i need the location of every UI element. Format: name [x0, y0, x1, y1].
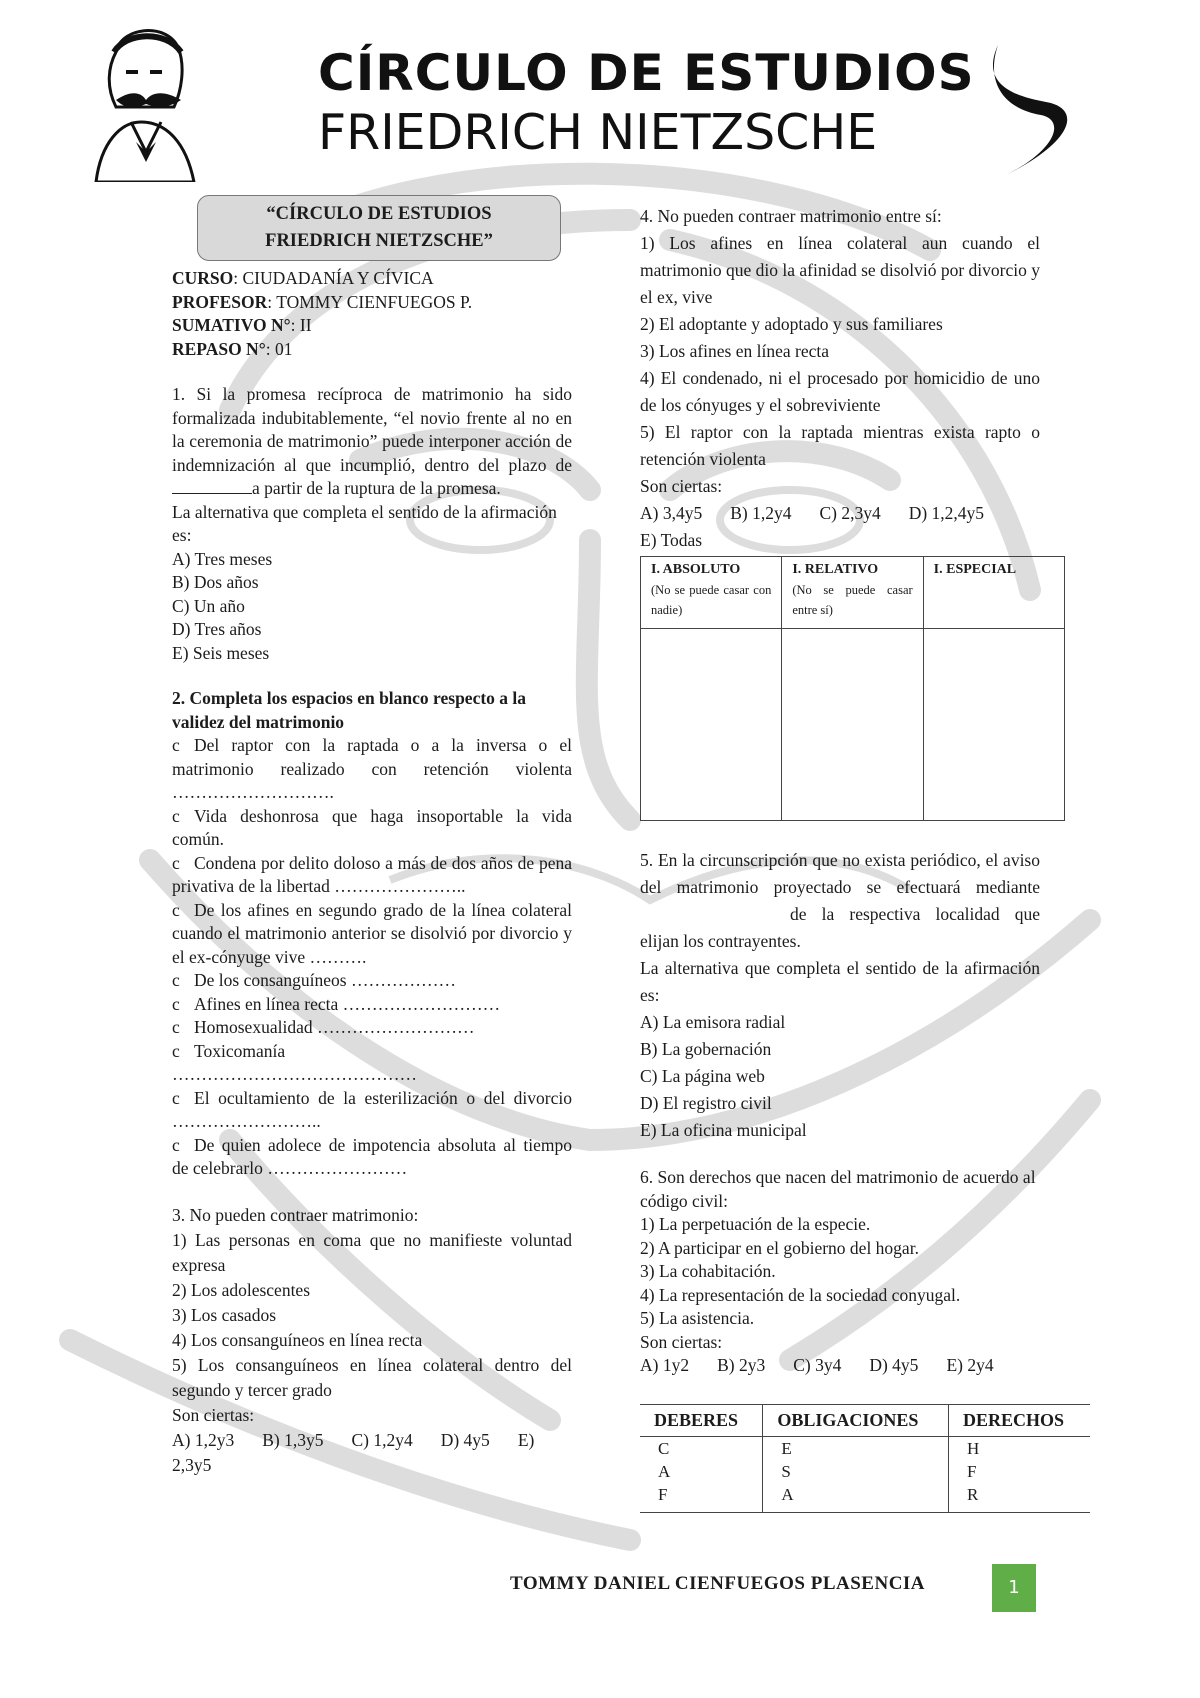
impediment-relative-header: I. RELATIVO (No se puede casar entre sí) [782, 557, 923, 629]
right-column [640, 203, 1065, 1513]
q6-item: 3) La cohabitación. [640, 1261, 776, 1281]
q1-option: C) Un año [172, 595, 245, 616]
q4-item: 4) El condenado, ni el procesado por homicidio de uno de los cónyuges y el sobreviviente [640, 368, 1040, 415]
q1-option: A) Tres meses [172, 548, 273, 569]
q3-options: A) 1,2y3 B) 1,3y5 C) 1,2y4 D) 4y5 E) 2,3y5 [172, 1429, 535, 1475]
q1-option: B) Dos años [172, 572, 259, 592]
brand-title-line2: FRIEDRICH NIETZSCHE [318, 104, 878, 161]
q2-item: c De los afines en segundo grado de la línea colateral cuando el matrimonio anterior se disolvió por divorcio y el ex-cónyuge vive ………. [172, 899, 572, 967]
q3-item: 2) Los adolescentes [172, 1279, 311, 1300]
q2-item: c Condena por delito doloso a más de dos años de pena privativa de la libertad ………………….. [172, 852, 572, 896]
q3-item: 1) Las personas en coma que no manifieste voluntad expresa [172, 1229, 572, 1275]
q4-option-e: E) Todas [640, 530, 703, 550]
q4-item: 2) El adoptante y adoptado y sus familiares [640, 314, 943, 334]
page-number: 1 [992, 1564, 1036, 1612]
q4-prompt: Son ciertas: [640, 476, 723, 496]
q3-title: 3. No pueden contraer matrimonio: [172, 1204, 419, 1225]
q5-prompt: La alternativa que completa el sentido de la afirmación es: [640, 958, 1040, 1005]
q2-item: c Toxicomanía [172, 1040, 286, 1061]
q2-item: c De quien adolece de impotencia absoluta al tiempo de celebrarlo …………………… [172, 1134, 572, 1178]
duties-table [640, 1404, 1090, 1513]
brand-swoosh-icon [986, 40, 1086, 180]
question-5: 5. En la circunscripción que no exista periódico, el aviso del matrimonio proyectado se efectuará mediantede la respectiva localidad que elijan los contrayentes. La alternativa que completa el sentido de la afirmación es: A) La emisora radial B) La gobernación C) La página web D) El registro civil E) La oficina municipal [640, 847, 1040, 1144]
q6-item: 5) La asistencia. [640, 1308, 755, 1328]
q3-prompt: Son ciertas: [172, 1404, 255, 1425]
q6-item: 4) La representación de la sociedad conyugal. [640, 1284, 961, 1305]
answer-blank [172, 479, 252, 494]
q2-item: c Afines en línea recta ……………………… [172, 993, 501, 1014]
q6-title: 6. Son derechos que nacen del matrimonio de acuerdo al código civil: [640, 1167, 1036, 1211]
q5-option: A) La emisora radial [640, 1012, 786, 1032]
q2-title: 2. Completa los espacios en blanco respecto a la validez del matrimonio [172, 688, 527, 732]
q5-option: D) El registro civil [640, 1093, 772, 1113]
q1-option: E) Seis meses [172, 642, 270, 663]
q3-item: 4) Los consanguíneos en línea recta [172, 1329, 423, 1350]
question-6 [640, 1166, 1040, 1378]
q2-item: c Homosexualidad ……………………… [172, 1017, 475, 1037]
impediment-special-cell [923, 629, 1064, 821]
q6-item: 2) A participar en el gobierno del hogar. [640, 1237, 919, 1258]
rights-header: DERECHOS [949, 1404, 1090, 1436]
q4-title: 4. No pueden contraer matrimonio entre sí: [640, 206, 942, 226]
review-line: REPASO N°: 01 [172, 338, 293, 359]
q6-prompt: Son ciertas: [640, 1331, 723, 1352]
q6-item: 1) La perpetuación de la especie. [640, 1214, 871, 1234]
course-info [172, 267, 572, 361]
q3-item: 5) Los consanguíneos en línea colateral dentro del segundo y tercer grado [172, 1354, 572, 1400]
duties-header: DEBERES [640, 1404, 763, 1436]
q2-item: c De los consanguíneos ……………… [172, 970, 456, 990]
q4-item: 3) Los afines en línea recta [640, 341, 830, 361]
q2-item: c Del raptor con la raptada o a la inversa o el matrimonio realizado con retención violenta ………………………. [172, 735, 572, 802]
q5-option: B) La gobernación [640, 1039, 772, 1059]
title-box [197, 195, 561, 261]
nietzsche-portrait-logo [86, 22, 196, 182]
q4-item: 5) El raptor con la raptada mientras exista rapto o retención violenta [640, 422, 1040, 469]
impediment-absolute-header: I. ABSOLUTO (No se puede casar con nadie) [641, 557, 782, 629]
teacher-line: PROFESOR: TOMMY CIENFUEGOS P. [172, 291, 473, 312]
brand-title-line1: CÍRCULO DE ESTUDIOS [318, 44, 975, 102]
table-row: F A R [640, 1483, 1090, 1513]
question-3 [172, 1203, 572, 1478]
q1-prompt: La alternativa que completa el sentido de la afirmación es: [172, 501, 557, 545]
q2-item: c El ocultamiento de la esterilización o del divorcio …………………….. [172, 1087, 572, 1131]
q3-item: 3) Los casados [172, 1304, 277, 1325]
obligations-header: OBLIGACIONES [763, 1404, 949, 1436]
left-column [172, 195, 572, 1478]
table-row: C E H [640, 1436, 1090, 1460]
summative-line: SUMATIVO N°: II [172, 315, 312, 335]
q2-dots-line: …………………………………… [172, 1064, 417, 1084]
table-row: A S F [640, 1460, 1090, 1483]
q1-option: D) Tres años [172, 619, 262, 639]
impediments-table [640, 556, 1065, 821]
q5-option: E) La oficina municipal [640, 1120, 807, 1140]
title-box-line2: FRIEDRICH NIETZSCHE” [265, 231, 493, 251]
q4-options: A) 3,4y5 B) 1,2y4 C) 2,3y4 D) 1,2,4y5 [640, 503, 985, 523]
q6-options: A) 1y2 B) 2y3 C) 3y4 D) 4y5 E) 2y4 [640, 1355, 994, 1375]
footer-author: TOMMY DANIEL CIENFUEGOS PLASENCIA [510, 1573, 926, 1594]
title-box-line1: “CÍRCULO DE ESTUDIOS [266, 204, 492, 224]
q5-option: C) La página web [640, 1066, 765, 1086]
q4-item: 1) Los afines en línea colateral aun cuando el matrimonio que dio la afinidad se disolvió por divorcio y el ex, vive [640, 233, 1040, 307]
impediment-relative-cell [782, 629, 923, 821]
q2-item: c Vida deshonrosa que haga insoportable la vida común. [172, 805, 572, 849]
question-1: 1. Si la promesa recíproca de matrimonio ha sido formalizada indubitablemente, “el novio frente al no en la ceremonia de matrimonio” puede interponer acción de indemnización al que incumplió, dentro del plazo de a partir de la ruptura de la promesa. La alternativa que completa el sentido de la afirmación es: A) Tres meses B) Dos años C) Un año D) Tres años E) Seis meses [172, 383, 572, 665]
question-4 [640, 203, 1040, 554]
impediment-absolute-cell [641, 629, 782, 821]
question-2 [172, 687, 572, 1181]
course-line: CURSO: CIUDADANÍA Y CÍVICA [172, 268, 434, 288]
impediment-special-header: I. ESPECIAL [923, 557, 1064, 629]
